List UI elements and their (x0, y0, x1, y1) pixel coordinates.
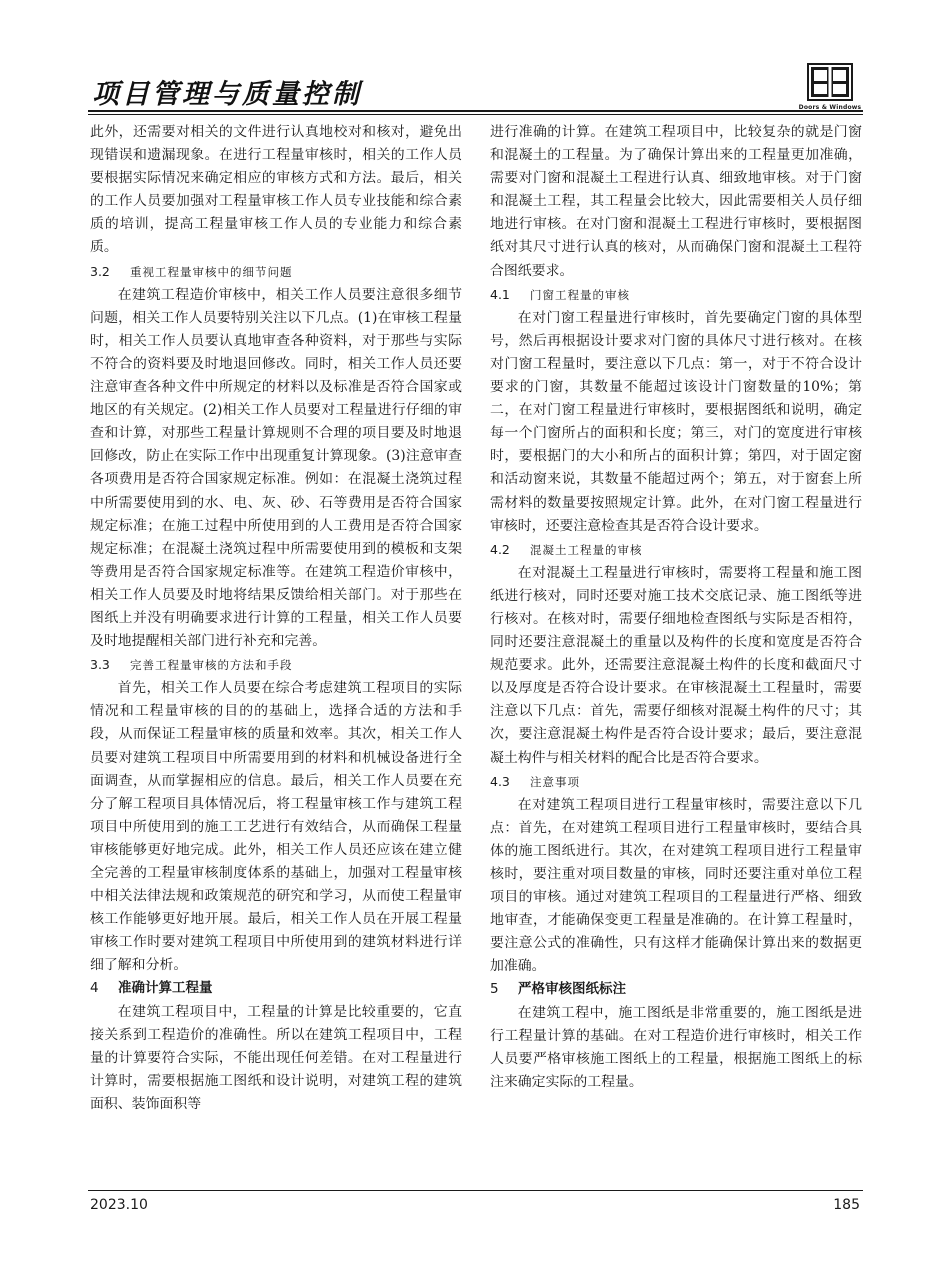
paragraph: 首先，相关工作人员要在综合考虑建筑工程项目的实际情况和工程量审核的目的的基础上，选择合适的方法和手段，从而保证工程量审核的质量和效率。其次，相关工作人员要对建筑工程项目中所需要用到的材料和机械设备进行全面调查，从而掌握相应的信息。最后，相关工作人员要在充分了解工程项目具体情况后，将工程量审核工作与建筑工程项目中所使用到的施工工艺进行有效结合，从而确保工程量审核能够更好地完成。此外，相关工作人员还应该在建立健全完善的工程量审核制度体系的基础上，加强对工程量审核中相关法律法规和政策规范的研究和学习，从而使工程量审核工作能够更好地开展。最后，相关工作人员在开展工程量审核工作时要对建筑工程项目中所使用到的建筑材料进行详细了解和分析。 (90, 680, 462, 974)
section-title: 注意事项 (530, 774, 580, 789)
section-heading-4 (90, 977, 462, 1000)
section-number: 4.2 (490, 541, 510, 557)
section-heading-3-2 (90, 260, 462, 284)
section-title: 准确计算工程量 (118, 980, 213, 997)
section-number: 4.1 (490, 286, 510, 302)
paragraph: 进行准确的计算。在建筑工程项目中，比较复杂的就是门窗和混凝土的工程量。为了确保计算出来的工程量更加准确，需要对门窗和混凝土工程进行认真、细致地审核。对于门窗和混凝土工程，其工程量会比较大，因此需要相关人员仔细地进行审核。在对门窗和混凝土工程进行审核时，要根据图纸对其尺寸进行认真的核对，从而确保门窗和混凝土工程符合图纸要求。 (490, 124, 862, 279)
paragraph: 在对门窗工程量进行审核时，首先要确定门窗的具体型号，然后再根据设计要求对门窗的具体尺寸进行核对。在核对门窗工程量时，要注意以下几点：第一，对于不符合设计要求的门窗，其数量不能超过该设计门窗数量的10%；第二，在对门窗工程量进行审核时，要根据图纸和说明，确定每一个门窗所占的面积和长度；第三，对门的宽度进行审核时，要根据门的大小和所占的面积计算；第四，对于固定窗和活动窗来说，其数量不能超过两个；第五，对于窗套上所需材料的数量要按照规定计算。此外，在对门窗工程量进行审核时，还要注意检查其是否符合设计要求。 (490, 309, 862, 534)
issue-date: 2023.10 (90, 1197, 148, 1213)
section-heading-4-2 (490, 538, 862, 562)
section-title: 严格审核图纸标注 (518, 981, 626, 998)
left-column (90, 121, 462, 1181)
section-title: 门窗工程量的审核 (530, 287, 630, 302)
paragraph: 在对混凝土工程量进行审核时，需要将工程量和施工图纸进行核对，同时还要对施工技术交底记录、施工图纸等进行核对。在核对时，需要仔细地检查图纸与实际是否相符，同时还要注意混凝土的重量以及构件的长度和宽度是否符合规范要求。此外，还需要注意混凝土构件的长度和截面尺寸以及厚度是否符合设计要求。在审核混凝土工程量时，需要注意以下几点：首先，需要仔细核对混凝土构件的尺寸；其次，要注意混凝土构件是否符合设计要求；最后，要注意混凝土构件与相关材料的配合比是否符合要求。 (490, 564, 862, 766)
section-number: 5 (490, 981, 499, 998)
header-rule (88, 110, 863, 112)
paragraph: 在建筑工程项目中，工程量的计算是比较重要的，它直接关系到工程造价的准确性。所以在建筑工程项目中，工程量的计算要符合实际，不能出现任何差错。在对工程量进行计算时，需要根据施工图纸和设计说明，对建筑工程的建筑面积、装饰面积等 (90, 1003, 462, 1112)
section-number: 3.3 (90, 657, 110, 673)
section-title: 完善工程量审核的方法和手段 (130, 658, 293, 673)
section-title: 重视工程量审核中的细节问题 (130, 264, 293, 279)
section-number: 4 (90, 980, 99, 997)
section-number: 3.2 (90, 263, 110, 279)
paragraph: 在建筑工程中，施工图纸是非常重要的，施工图纸是进行工程量计算的基础。在对工程造价进行审核时，相关工作人员要严格审核施工图纸上的工程量，根据施工图纸上的标注来确定实际的工程量。 (490, 1004, 862, 1090)
door-window-logo-icon (798, 62, 862, 106)
section-heading-5 (490, 978, 862, 1001)
section-heading-4-3 (490, 770, 862, 794)
paragraph: 在对建筑工程项目进行工程量审核时，需要注意以下几点：首先，在对建筑工程项目进行工程量审核时，要结合具体的施工图纸进行。其次，在对建筑工程项目进行工程量审核时，要注重对项目数量的审核，同时还要注重对单位工程项目的审核。通过对建筑工程项目的工程量进行严格、细致地审查，才能确保变更工程量是准确的。在计算工程量时，要注意公式的准确性，只有这样才能确保计算出来的数据更加准确。 (490, 796, 862, 975)
header-rule-thin (88, 114, 863, 115)
page-number: 185 (833, 1197, 860, 1213)
paragraph: 此外，还需要对相关的文件进行认真地校对和核对，避免出现错误和遗漏现象。在进行工程量审核时，相关的工作人员要根据实际情况来确定相应的审核方式和方法。最后，相关的工作人员要加强对工程量审核工作人员专业技能和综合素质的培训，提高工程量审核工作人员的专业能力和综合素质。 (90, 124, 462, 256)
paragraph: 在建筑工程造价审核中，相关工作人员要注意很多细节问题，相关工作人员要特别关注以下几点。(1)在审核工程量时，相关工作人员要认真地审查各种资料，对于那些与实际不符合的资料要及时地退回修改。同时，相关工作人员还要注意审查各种文件中所规定的材料以及标准是否符合国家或地区的有关规定。(2)相关工作人员要对工程量进行仔细的审查和计算，对那些工程量计算规则不合理的项目要及时地退回修改，防止在实际工作中出现重复计算现象。(3)注意审查各项费用是否符合国家规定标准。例如：在混凝土浇筑过程中所需要使用到的水、电、灰、砂、石等费用是否符合国家规定标准；在施工过程中所使用到的人工费用是否符合国家规定标准；在混凝土浇筑过程中所需要使用到的模板和支架等费用是否符合国家规定标准等。在建筑工程造价审核中，相关工作人员要及时地将结果反馈给相关部门。对于那些在图纸上并没有明确要求进行计算的工程量，相关工作人员要及时地提醒相关部门进行补充和完善。 (90, 286, 462, 650)
right-column (490, 121, 862, 1181)
section-heading-3-3 (90, 653, 462, 677)
section-number: 4.3 (490, 773, 510, 789)
footer-rule (88, 1190, 863, 1191)
section-title: 混凝土工程量的审核 (530, 542, 643, 557)
running-header-title: 项目管理与质量控制 (92, 79, 362, 110)
logo-text: Doors & Windows (798, 104, 862, 111)
section-heading-4-1 (490, 283, 862, 307)
journal-logo (798, 62, 862, 116)
